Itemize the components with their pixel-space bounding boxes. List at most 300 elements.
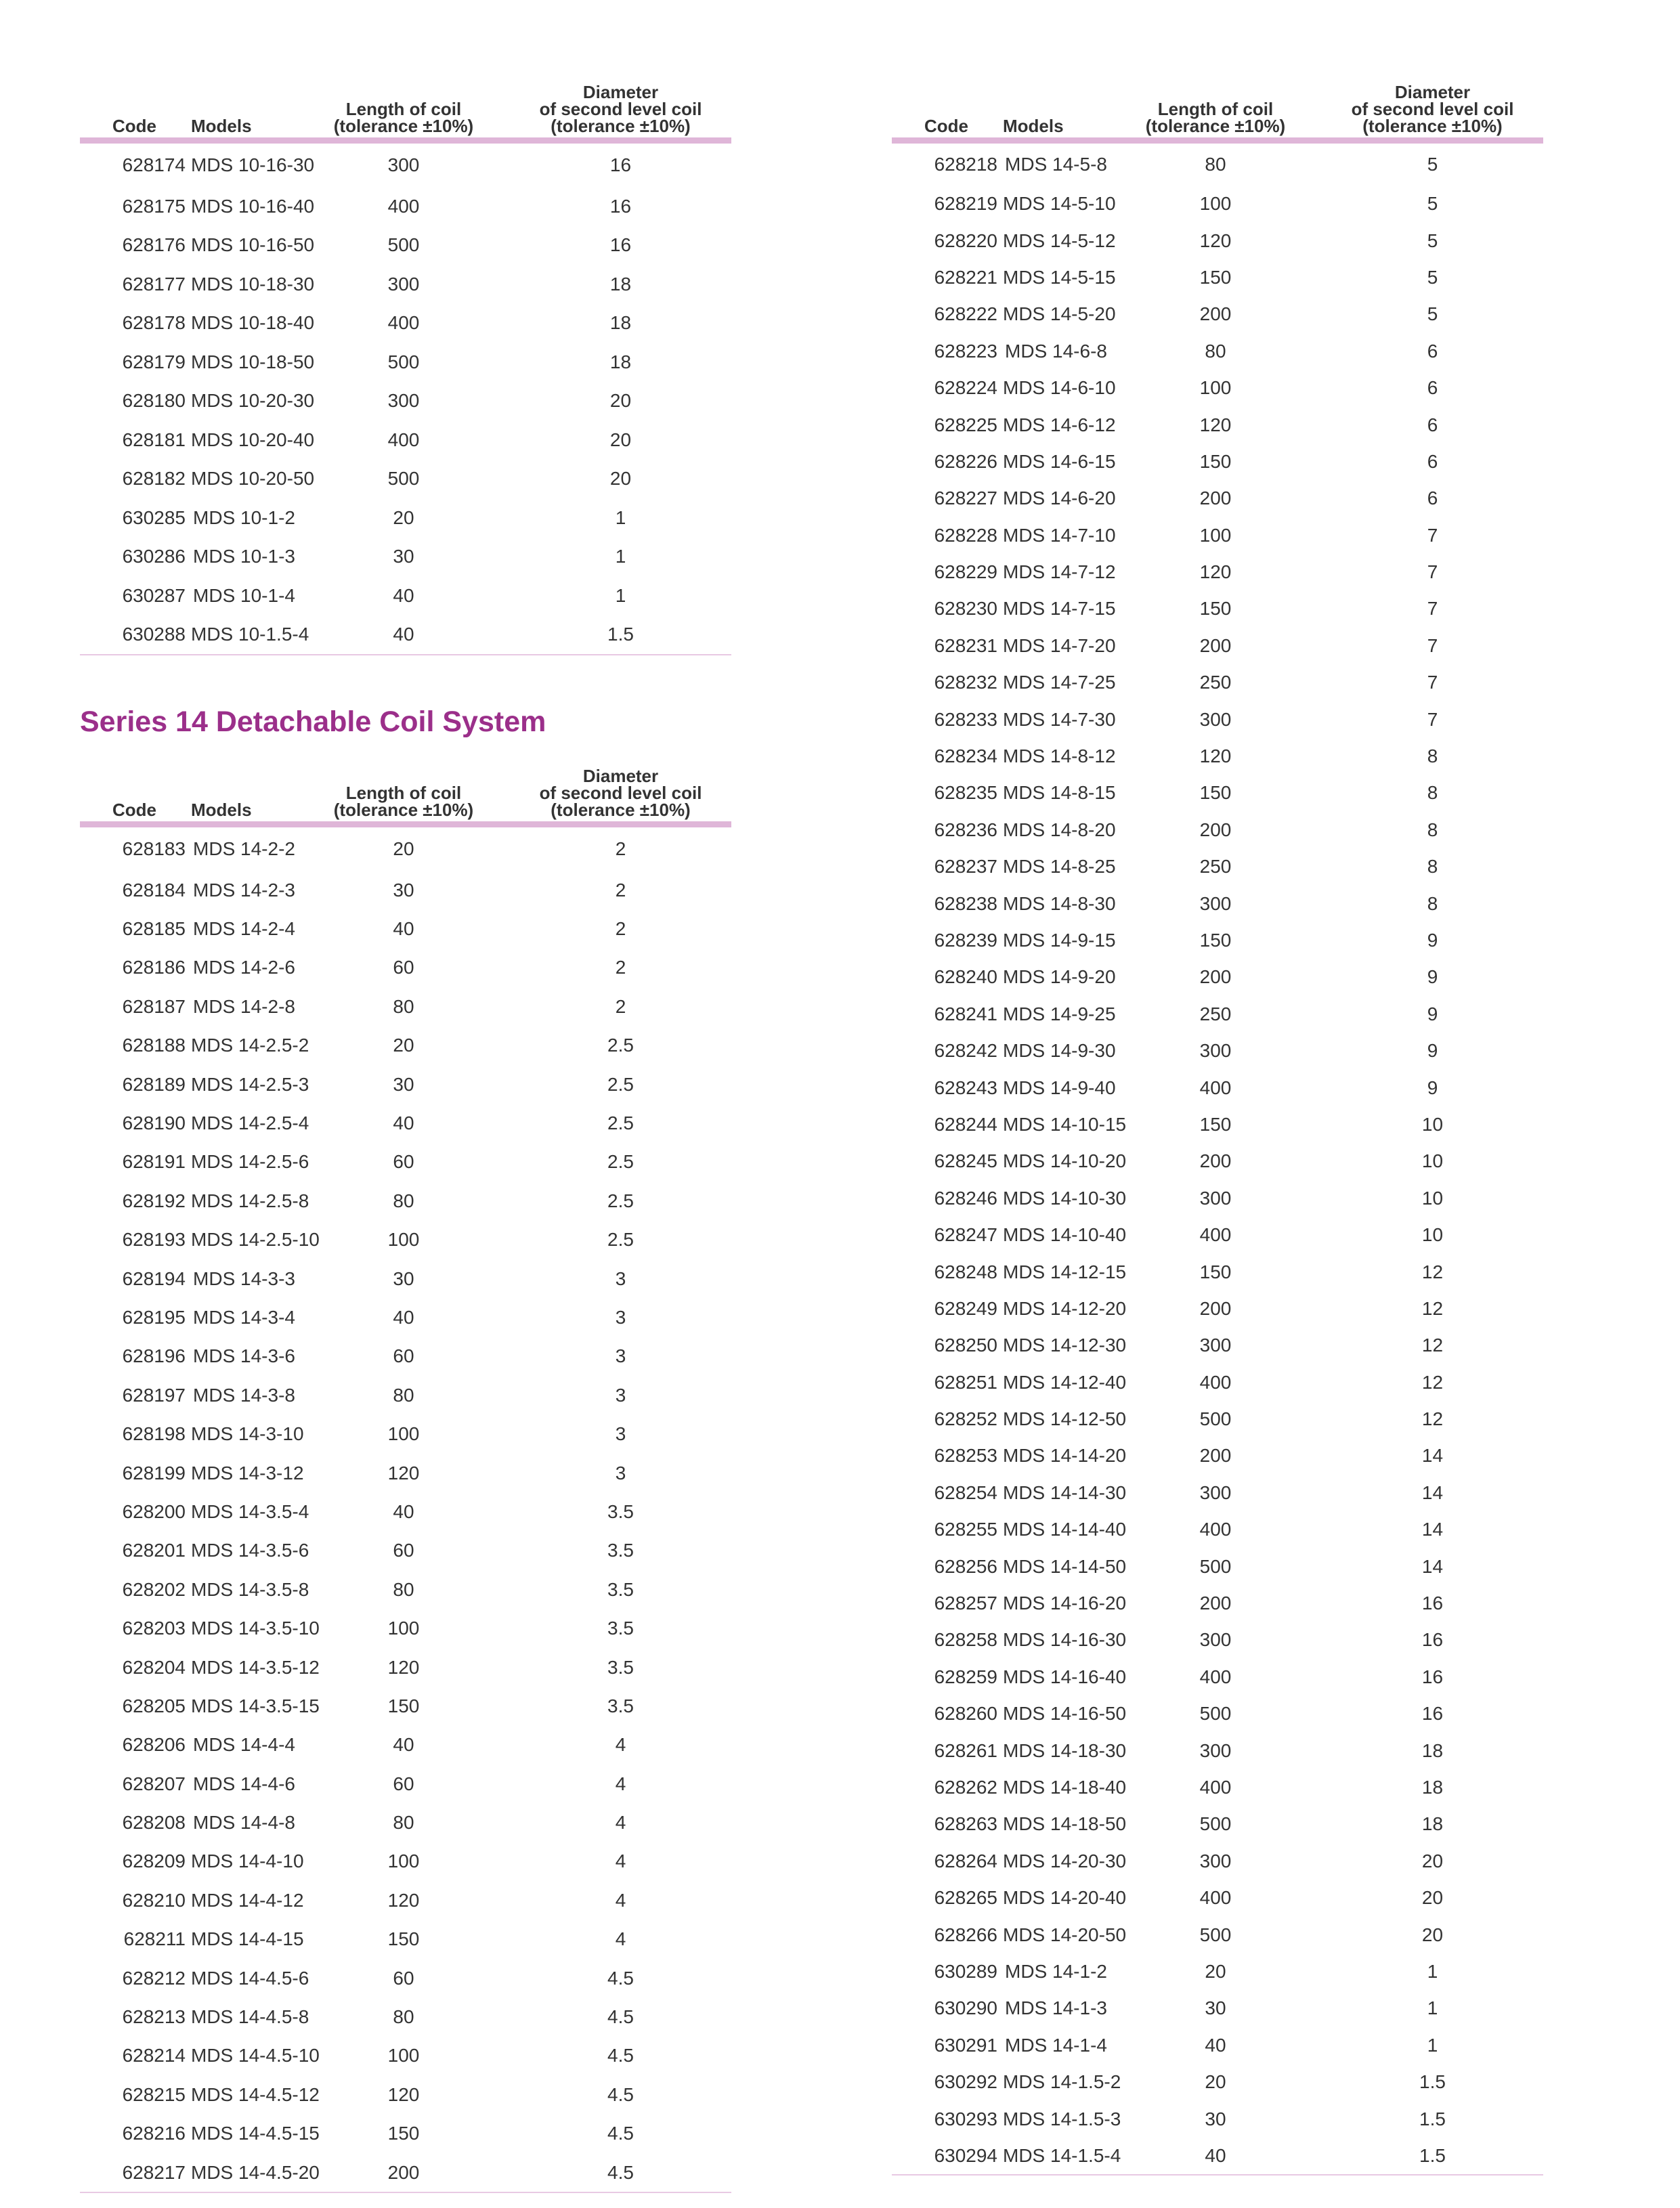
table-row (892, 141, 1543, 186)
length-cell: 120 (1199, 745, 1232, 767)
code-cell: 628230 (934, 598, 997, 620)
code-cell: 628184 (122, 879, 186, 901)
code-cell: 628265 (934, 1887, 997, 1909)
length-cell: 400 (1199, 1519, 1232, 1540)
diameter-cell: 7 (1427, 598, 1438, 620)
code-cell: 628213 (122, 2006, 186, 2028)
length-cell: 300 (1199, 1040, 1232, 1062)
model-cell: MDS 14-14-30 (1003, 1481, 1127, 1503)
model-cell: MDS 14-3.5-4 (191, 1500, 309, 1522)
length-cell: 150 (1199, 266, 1232, 288)
diameter-cell: 20 (609, 468, 632, 490)
table-row (892, 996, 1543, 1033)
model-cell: MDS 14-18-30 (1003, 1739, 1127, 1761)
model-cell: MDS 14-10-15 (1003, 1113, 1127, 1135)
length-cell: 40 (393, 918, 414, 940)
diameter-cell: 3.5 (607, 1618, 634, 1639)
length-cell: 60 (393, 957, 414, 978)
model-cell: MDS 14-4-12 (191, 1889, 304, 1911)
length-cell: 40 (393, 1306, 414, 1328)
model-cell: MDS 14-3.5-10 (191, 1618, 320, 1639)
code-cell: 628203 (122, 1618, 186, 1639)
model-cell: MDS 14-12-50 (1003, 1408, 1127, 1430)
model-cell: MDS 10-20-30 (191, 390, 315, 412)
diameter-cell: 1.5 (510, 615, 731, 655)
model-cell: MDS 14-12-20 (1003, 1297, 1127, 1319)
model-cell: MDS 14-9-25 (1003, 1003, 1116, 1024)
diameter-cell: 10 (1421, 1150, 1444, 1172)
length-cell: 100 (1199, 377, 1232, 399)
diameter-cell: 14 (1421, 1481, 1444, 1503)
length-cell: 400 (1199, 1077, 1232, 1098)
model-cell: MDS 10-18-30 (191, 273, 315, 295)
model-cell: MDS 14-4-15 (191, 1928, 304, 1950)
model-cell: MDS 14-1-2 (1005, 1960, 1107, 1982)
diameter-cell: 3.5 (607, 1500, 634, 1522)
diameter-cell: 14 (1421, 1519, 1444, 1540)
table-row (80, 2075, 731, 2114)
diameter-cell: 3.5 (607, 1695, 634, 1716)
model-cell: MDS 14-2-4 (193, 918, 295, 940)
model-cell: MDS 14-12-40 (1003, 1371, 1127, 1393)
code-cell: 628249 (934, 1297, 997, 1319)
length-cell: 120 (1199, 230, 1232, 251)
header-diameter: Diameter of second level coil (tolerance ±10%) (510, 756, 731, 825)
model-cell: MDS 14-5-8 (1005, 154, 1107, 175)
diameter-cell: 12 (1421, 1371, 1444, 1393)
code-cell: 628205 (122, 1695, 186, 1716)
model-cell: MDS 14-6-12 (1003, 414, 1116, 435)
table-row (892, 1622, 1543, 1658)
code-cell: 628216 (122, 2123, 186, 2144)
diameter-cell: 2 (615, 838, 626, 859)
length-cell: 400 (1199, 1887, 1232, 1909)
table-row (80, 498, 731, 538)
code-cell: 628204 (122, 1656, 186, 1678)
table-header (80, 74, 731, 141)
code-cell: 628218 (934, 154, 997, 175)
table-body (892, 141, 1543, 2175)
table-row (892, 2027, 1543, 2064)
table-row (80, 1298, 731, 1337)
diameter-cell: 3.5 (607, 1540, 634, 1561)
diameter-cell: 20 (1421, 1887, 1444, 1909)
diameter-cell: 16 (609, 234, 632, 256)
diameter-cell: 5 (1427, 193, 1438, 215)
length-cell: 30 (393, 1268, 414, 1289)
model-cell: MDS 14-3-4 (193, 1306, 295, 1328)
diameter-cell: 4 (615, 1850, 626, 1872)
length-cell: 300 (387, 273, 420, 295)
code-cell: 628193 (122, 1229, 186, 1251)
series-14-table (80, 756, 731, 2193)
diameter-cell: 4.5 (510, 2153, 731, 2192)
table-row (892, 1143, 1543, 1179)
model-cell: MDS 10-16-50 (191, 234, 315, 256)
length-cell: 400 (387, 195, 420, 217)
table-row (80, 1337, 731, 1376)
code-cell: 628188 (122, 1035, 186, 1056)
length-cell: 500 (1199, 1813, 1232, 1835)
table-row (80, 141, 731, 188)
diameter-cell: 16 (1421, 1629, 1444, 1651)
length-cell: 100 (1199, 193, 1232, 215)
table-body (80, 141, 731, 655)
diameter-cell: 18 (609, 312, 632, 334)
length-cell: 300 (387, 390, 420, 412)
model-cell: MDS 10-20-50 (191, 468, 315, 490)
diameter-cell: 6 (1427, 488, 1438, 509)
table-row (80, 1065, 731, 1104)
model-cell: MDS 10-16-30 (191, 154, 315, 175)
table-row (80, 1414, 731, 1453)
code-cell: 628209 (122, 1850, 186, 1872)
diameter-cell: 4 (615, 1928, 626, 1950)
model-cell: MDS 14-3-6 (193, 1345, 295, 1367)
length-cell: 20 (393, 1035, 414, 1056)
code-cell: 628200 (122, 1500, 186, 1522)
length-cell: 200 (1199, 1297, 1232, 1319)
length-cell: 60 (393, 1773, 414, 1794)
table-row (80, 304, 731, 343)
code-cell: 628191 (122, 1151, 186, 1173)
length-cell: 20 (1205, 1960, 1226, 1982)
length-cell: 30 (393, 879, 414, 901)
model-cell: MDS 14-9-20 (1003, 966, 1116, 988)
model-cell: MDS 14-6-20 (1003, 488, 1116, 509)
table-row (892, 590, 1543, 627)
diameter-cell: 10 (1421, 1224, 1444, 1246)
header-diameter: Diameter of second level coil (tolerance ±10%) (510, 74, 731, 141)
diameter-cell: 3 (615, 1462, 626, 1484)
diameter-cell: 2 (615, 995, 626, 1017)
diameter-cell: 9 (1427, 930, 1438, 951)
diameter-cell: 4 (615, 1734, 626, 1756)
diameter-cell: 1 (1427, 1960, 1438, 1982)
table-row (80, 1842, 731, 1881)
code-cell: 628211 (123, 1928, 186, 1950)
code-cell: 628176 (122, 234, 186, 256)
model-cell: MDS 14-8-20 (1003, 819, 1116, 840)
code-cell: 630293 (934, 2108, 997, 2129)
length-cell: 30 (393, 1073, 414, 1095)
length-cell: 40 (393, 1112, 414, 1134)
length-cell: 500 (1199, 1703, 1232, 1725)
table-row (80, 1182, 731, 1220)
length-cell: 300 (1199, 708, 1232, 730)
length-cell: 250 (1199, 672, 1232, 693)
diameter-cell: 6 (1427, 377, 1438, 399)
code-cell: 628206 (122, 1734, 186, 1756)
length-cell: 150 (1199, 450, 1232, 472)
length-cell: 500 (387, 351, 420, 372)
table-row (80, 949, 731, 987)
table-row (80, 1997, 731, 2036)
model-cell: MDS 14-7-12 (1003, 561, 1116, 583)
length-cell: 200 (1199, 1593, 1232, 1614)
model-cell: MDS 14-3-10 (191, 1423, 304, 1445)
code-cell: 628248 (934, 1261, 997, 1282)
code-cell: 628180 (122, 390, 186, 412)
model-cell: MDS 14-4-4 (193, 1734, 295, 1756)
diameter-cell: 9 (1427, 966, 1438, 988)
length-cell: 200 (1199, 1150, 1232, 1172)
diameter-cell: 2.5 (607, 1035, 634, 1056)
model-cell: MDS 14-12-30 (1003, 1335, 1127, 1356)
diameter-cell: 9 (1427, 1040, 1438, 1062)
length-cell: 30 (393, 546, 414, 567)
code-cell: 628212 (122, 1967, 186, 1989)
table-row (892, 1695, 1543, 1732)
length-cell: 400 (387, 312, 420, 334)
model-cell: MDS 14-2.5-2 (191, 1035, 309, 1056)
model-cell: MDS 14-7-10 (1003, 524, 1116, 546)
length-cell: 500 (1199, 1408, 1232, 1430)
length-cell: 500 (1199, 1555, 1232, 1577)
diameter-cell: 1.5 (1419, 2108, 1446, 2129)
table-row (892, 1437, 1543, 1474)
table-row (80, 576, 731, 615)
code-cell: 628240 (934, 966, 997, 988)
code-cell: 628183 (122, 838, 186, 859)
code-cell: 628253 (934, 1445, 997, 1467)
table-row (892, 259, 1543, 296)
diameter-cell: 16 (1421, 1666, 1444, 1687)
diameter-cell: 2.5 (607, 1073, 634, 1095)
length-cell: 400 (1199, 1371, 1232, 1393)
length-cell: 150 (1199, 1261, 1232, 1282)
diameter-cell: 7 (1427, 634, 1438, 656)
diameter-cell: 8 (1427, 819, 1438, 840)
diameter-cell: 8 (1427, 856, 1438, 878)
length-cell: 500 (387, 234, 420, 256)
code-cell: 630289 (934, 1960, 997, 1982)
code-cell: 628234 (934, 745, 997, 767)
table-row (80, 1492, 731, 1531)
table-row (892, 1327, 1543, 1364)
length-cell: 300 (1199, 892, 1232, 914)
length-cell: 100 (1199, 524, 1232, 546)
table-row (892, 480, 1543, 517)
table-body (80, 825, 731, 2193)
length-cell: 20 (393, 506, 414, 528)
table-row (80, 187, 731, 226)
length-cell: 30 (1205, 2108, 1226, 2129)
diameter-cell: 10 (1421, 1113, 1444, 1135)
table-row (892, 885, 1543, 922)
length-cell: 200 (1199, 819, 1232, 840)
code-cell: 628202 (122, 1578, 186, 1600)
code-cell: 628227 (934, 488, 997, 509)
length-cell: 80 (393, 1384, 414, 1406)
table-row (80, 1765, 731, 1803)
code-cell: 630290 (934, 1997, 997, 2019)
table-row (892, 1880, 1543, 1916)
model-cell: MDS 14-6-15 (1003, 450, 1116, 472)
code-cell: 628192 (122, 1190, 186, 1211)
model-cell: MDS 14-2.5-8 (191, 1190, 309, 1211)
length-cell: 150 (387, 1928, 420, 1950)
model-cell: MDS 14-10-40 (1003, 1224, 1127, 1246)
header-models: Models (191, 74, 297, 141)
model-cell: MDS 14-4.5-10 (191, 2045, 320, 2066)
length-cell: 200 (297, 2153, 510, 2192)
table-row (892, 738, 1543, 775)
code-cell: 628247 (934, 1224, 997, 1246)
model-cell: MDS 14-5-15 (1003, 266, 1116, 288)
length-cell: 150 (387, 1695, 420, 1716)
model-cell: MDS 14-5-20 (1003, 303, 1116, 325)
diameter-cell: 7 (1427, 561, 1438, 583)
table-row (80, 343, 731, 382)
model-cell: MDS 10-16-40 (191, 195, 315, 217)
table-row (892, 848, 1543, 885)
table-row (892, 517, 1543, 554)
table-row (892, 1069, 1543, 1106)
diameter-cell: 5 (1427, 154, 1438, 175)
code-cell: 628241 (934, 1003, 997, 1024)
code-cell: 628226 (934, 450, 997, 472)
table-row (80, 460, 731, 499)
length-cell: 150 (1199, 782, 1232, 804)
diameter-cell: 1 (1427, 2034, 1438, 2056)
model-cell: MDS 14-4-6 (193, 1773, 295, 1794)
diameter-cell: 2.5 (607, 1229, 634, 1251)
length-cell: 300 (1199, 1481, 1232, 1503)
header-length: Length of coil (tolerance ±10%) (297, 74, 510, 141)
length-cell: 120 (1199, 414, 1232, 435)
model-cell: MDS 14-16-40 (1003, 1666, 1127, 1687)
code-cell: 628250 (934, 1335, 997, 1356)
code-cell: 628245 (934, 1150, 997, 1172)
table-row (892, 296, 1543, 332)
length-cell: 250 (1199, 1003, 1232, 1024)
length-cell: 30 (1205, 1997, 1226, 2019)
code-cell: 628231 (934, 634, 997, 656)
table-row (892, 959, 1543, 995)
length-cell: 300 (1199, 1850, 1232, 1871)
length-cell: 250 (1199, 856, 1232, 878)
code-cell: 628238 (934, 892, 997, 914)
model-cell: MDS 14-4.5-8 (191, 2006, 309, 2028)
diameter-cell: 3 (615, 1268, 626, 1289)
length-cell: 400 (1199, 1666, 1232, 1687)
diameter-cell: 9 (1427, 1077, 1438, 1098)
model-cell: MDS 14-14-50 (1003, 1555, 1127, 1577)
table-row (892, 1953, 1543, 1990)
model-cell: MDS 14-2-8 (193, 995, 295, 1017)
header-code: Code (80, 756, 191, 825)
code-cell: 630294 (892, 2138, 1003, 2175)
diameter-cell: 3 (615, 1345, 626, 1367)
code-cell: 628236 (934, 819, 997, 840)
code-cell: 630288 (80, 615, 191, 655)
length-cell: 80 (393, 1812, 414, 1834)
model-cell: MDS 10-18-50 (191, 351, 315, 372)
table-row (892, 1769, 1543, 1806)
length-cell: 120 (387, 1889, 420, 1911)
diameter-cell: 7 (1427, 524, 1438, 546)
model-cell: MDS 10-18-40 (191, 312, 315, 334)
table-row (80, 1570, 731, 1609)
model-cell: MDS 10-1-3 (193, 546, 295, 567)
length-cell: 20 (1205, 2071, 1226, 2093)
model-cell: MDS 14-1.5-3 (1003, 2108, 1121, 2129)
diameter-cell: 2.5 (607, 1112, 634, 1134)
model-cell: MDS 14-7-15 (1003, 598, 1116, 620)
code-cell: 628225 (934, 414, 997, 435)
table-row (892, 2100, 1543, 2137)
length-cell: 300 (387, 154, 420, 175)
model-cell: MDS 14-5-12 (1003, 230, 1116, 251)
code-cell: 628244 (934, 1113, 997, 1135)
diameter-cell: 3 (615, 1423, 626, 1445)
diameter-cell: 1.5 (1322, 2138, 1543, 2175)
model-cell: MDS 14-16-50 (1003, 1703, 1127, 1725)
model-cell: MDS 14-20-30 (1003, 1850, 1127, 1871)
diameter-cell: 2.5 (607, 1190, 634, 1211)
model-cell: MDS 14-8-15 (1003, 782, 1116, 804)
table-row (892, 2138, 1543, 2175)
diameter-cell: 4.5 (607, 2083, 634, 2105)
table-row (892, 1180, 1543, 1217)
table-row (892, 628, 1543, 664)
code-cell: 628264 (934, 1850, 997, 1871)
length-cell: 60 (393, 1967, 414, 1989)
diameter-cell: 20 (609, 429, 632, 450)
table-row (892, 406, 1543, 443)
code-cell: 630292 (934, 2071, 997, 2093)
code-cell: 628257 (934, 1593, 997, 1614)
diameter-cell: 18 (609, 273, 632, 295)
table-row (80, 1532, 731, 1570)
length-cell: 80 (393, 2006, 414, 2028)
length-cell: 300 (1199, 1629, 1232, 1651)
model-cell: MDS 14-20-40 (1003, 1887, 1127, 1909)
code-cell: 628182 (122, 468, 186, 490)
code-cell: 628252 (934, 1408, 997, 1430)
model-cell: MDS 14-8-30 (1003, 892, 1116, 914)
code-cell: 628220 (934, 230, 997, 251)
code-cell: 628207 (122, 1773, 186, 1794)
code-cell: 628196 (122, 1345, 186, 1367)
table-row (892, 443, 1543, 480)
code-cell: 628224 (934, 377, 997, 399)
model-cell: MDS 14-7-25 (1003, 672, 1116, 693)
model-cell: MDS 14-4.5-12 (191, 2083, 320, 2105)
table-row (892, 1732, 1543, 1769)
model-cell: MDS 14-1-4 (1005, 2034, 1107, 2056)
table-row (80, 420, 731, 460)
table-row (892, 1990, 1543, 2027)
table-row (80, 909, 731, 948)
diameter-cell: 8 (1427, 745, 1438, 767)
table-row (80, 382, 731, 421)
length-cell: 80 (1205, 154, 1226, 175)
code-cell: 628266 (934, 1924, 997, 1945)
table-row (80, 1104, 731, 1142)
table-row (80, 1803, 731, 1842)
diameter-cell: 6 (1427, 414, 1438, 435)
table-row (80, 1376, 731, 1414)
table-row (892, 1548, 1543, 1584)
length-cell: 150 (1199, 930, 1232, 951)
table-row (892, 1806, 1543, 1842)
table-row (892, 1475, 1543, 1511)
table-row (892, 1843, 1543, 1880)
model-cell: MDS 14-3.5-12 (191, 1656, 320, 1678)
code-cell: 628261 (934, 1739, 997, 1761)
